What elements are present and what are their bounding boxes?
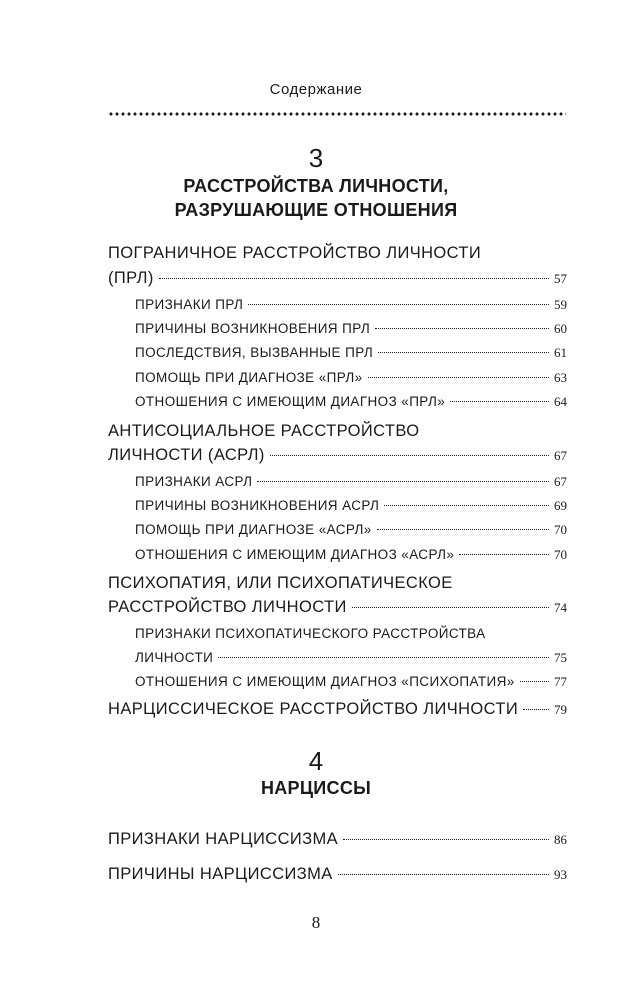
toc-entry-page: 75 (554, 650, 567, 665)
toc-entry-line1: ПОГРАНИЧНОЕ РАССТРОЙСТВО ЛИЧНОСТИ (108, 244, 482, 262)
dotted-rule (108, 112, 566, 116)
toc-entry-title: ОТНОШЕНИЯ С ИМЕЮЩИМ ДИАГНОЗ «ПСИХОПАТИЯ» (135, 674, 515, 689)
dot-leader (459, 554, 549, 555)
toc-entry-page: 67 (554, 448, 567, 463)
chapter-4-title: НАРЦИССЫ (260, 778, 372, 798)
dot-leader (257, 481, 549, 482)
toc-entry-page: 93 (554, 867, 567, 882)
toc-entry-title: РАССТРОЙСТВО ЛИЧНОСТИ (108, 598, 347, 616)
toc-entry-title: ПРИЧИНЫ ВОЗНИКНОВЕНИЯ АСРЛ (135, 498, 380, 513)
toc-subentry[interactable] (135, 474, 567, 490)
toc-entry-page: 64 (554, 394, 567, 409)
toc-subentry[interactable] (135, 345, 567, 361)
toc-entry-page: 77 (554, 674, 567, 689)
toc-entry[interactable] (108, 700, 567, 719)
toc-subentry[interactable] (135, 370, 567, 386)
toc-entry-title: ПОМОЩЬ ПРИ ДИАГНОЗЕ «АСРЛ» (135, 522, 372, 537)
dot-leader (352, 607, 549, 608)
chapter-4-number: 4 (308, 746, 324, 776)
toc-entry[interactable] (108, 446, 567, 465)
toc-subentry[interactable] (135, 650, 567, 666)
toc-entry-page: 67 (554, 474, 567, 489)
toc-entry-title: ПРИЧИНЫ ВОЗНИКНОВЕНИЯ ПРЛ (135, 321, 371, 336)
toc-entry-page: 61 (554, 345, 567, 360)
toc-subentry[interactable] (135, 498, 567, 514)
dot-leader (159, 278, 549, 279)
toc-entry-title: ОТНОШЕНИЯ С ИМЕЮЩИМ ДИАГНОЗ «ПРЛ» (135, 394, 446, 409)
toc-entry-title: ЛИЧНОСТИ (135, 650, 214, 665)
toc-subentry[interactable] (135, 522, 567, 538)
toc-entry-title: ПОСЛЕДСТВИЯ, ВЫЗВАННЫЕ ПРЛ (135, 345, 374, 360)
running-head: Содержание (269, 81, 363, 98)
dot-leader (520, 681, 549, 682)
dot-leader (343, 839, 549, 840)
chapter-3-number: 3 (308, 143, 324, 173)
toc-entry-title: ПОМОЩЬ ПРИ ДИАГНОЗЕ «ПРЛ» (135, 370, 363, 385)
toc-entry-title: ЛИЧНОСТИ (АСРЛ) (108, 446, 265, 464)
chapter-3-title-line1: РАССТРОЙСТВА ЛИЧНОСТИ, (183, 176, 449, 196)
dot-leader (338, 874, 549, 875)
chapter-3-title-line2: РАЗРУШАЮЩИЕ ОТНОШЕНИЯ (174, 200, 458, 220)
toc-entry-page: 86 (554, 832, 567, 847)
dot-leader (375, 328, 549, 329)
toc-entry-page: 74 (554, 600, 567, 615)
toc-entry-line1: ПСИХОПАТИЯ, ИЛИ ПСИХОПАТИЧЕСКОЕ (108, 574, 453, 592)
toc-subentry[interactable] (135, 321, 567, 337)
dot-leader (368, 377, 549, 378)
toc-entry-page: 63 (554, 370, 567, 385)
dot-leader (377, 529, 549, 530)
toc-entry-page: 59 (554, 297, 567, 312)
dot-leader (384, 505, 549, 506)
dot-leader (218, 657, 549, 658)
toc-subentry-line1: ПРИЗНАКИ ПСИХОПАТИЧЕСКОГО РАССТРОЙСТВА (135, 626, 486, 641)
toc-entry[interactable] (108, 269, 567, 288)
dot-leader (523, 709, 549, 710)
page-number: 8 (311, 913, 321, 932)
toc-subentry[interactable] (135, 394, 567, 410)
toc-entry-page: 70 (554, 547, 567, 562)
toc-entry-page: 69 (554, 498, 567, 513)
toc-entry-title: ПРИЗНАКИ АСРЛ (135, 474, 253, 489)
toc-entry-title: НАРЦИССИЧЕСКОЕ РАССТРОЙСТВО ЛИЧНОСТИ (108, 700, 519, 718)
toc-entry-title: (ПРЛ) (108, 269, 154, 287)
toc-entry-page: 70 (554, 522, 567, 537)
dot-leader (270, 455, 549, 456)
toc-entry-page: 60 (554, 321, 567, 336)
toc-subentry[interactable] (135, 674, 567, 690)
toc-subentry[interactable] (135, 547, 567, 563)
toc-entry[interactable] (108, 830, 567, 849)
toc-entry-page: 57 (554, 271, 567, 286)
toc-entry-line1: АНТИСОЦИАЛЬНОЕ РАССТРОЙСТВО (108, 422, 420, 440)
dot-leader (450, 401, 549, 402)
toc-entry-title: ОТНОШЕНИЯ С ИМЕЮЩИМ ДИАГНОЗ «АСРЛ» (135, 547, 455, 562)
dot-leader (248, 304, 549, 305)
toc-entry[interactable] (108, 865, 567, 884)
toc-entry-page: 79 (554, 702, 567, 717)
toc-entry-title: ПРИЗНАКИ НАРЦИССИЗМА (108, 830, 339, 848)
toc-entry-title: ПРИЗНАКИ ПРЛ (135, 297, 244, 312)
toc-entry[interactable] (108, 598, 567, 617)
toc-entry-title: ПРИЧИНЫ НАРЦИССИЗМА (108, 865, 333, 883)
dot-leader (378, 352, 549, 353)
toc-subentry[interactable] (135, 297, 567, 313)
